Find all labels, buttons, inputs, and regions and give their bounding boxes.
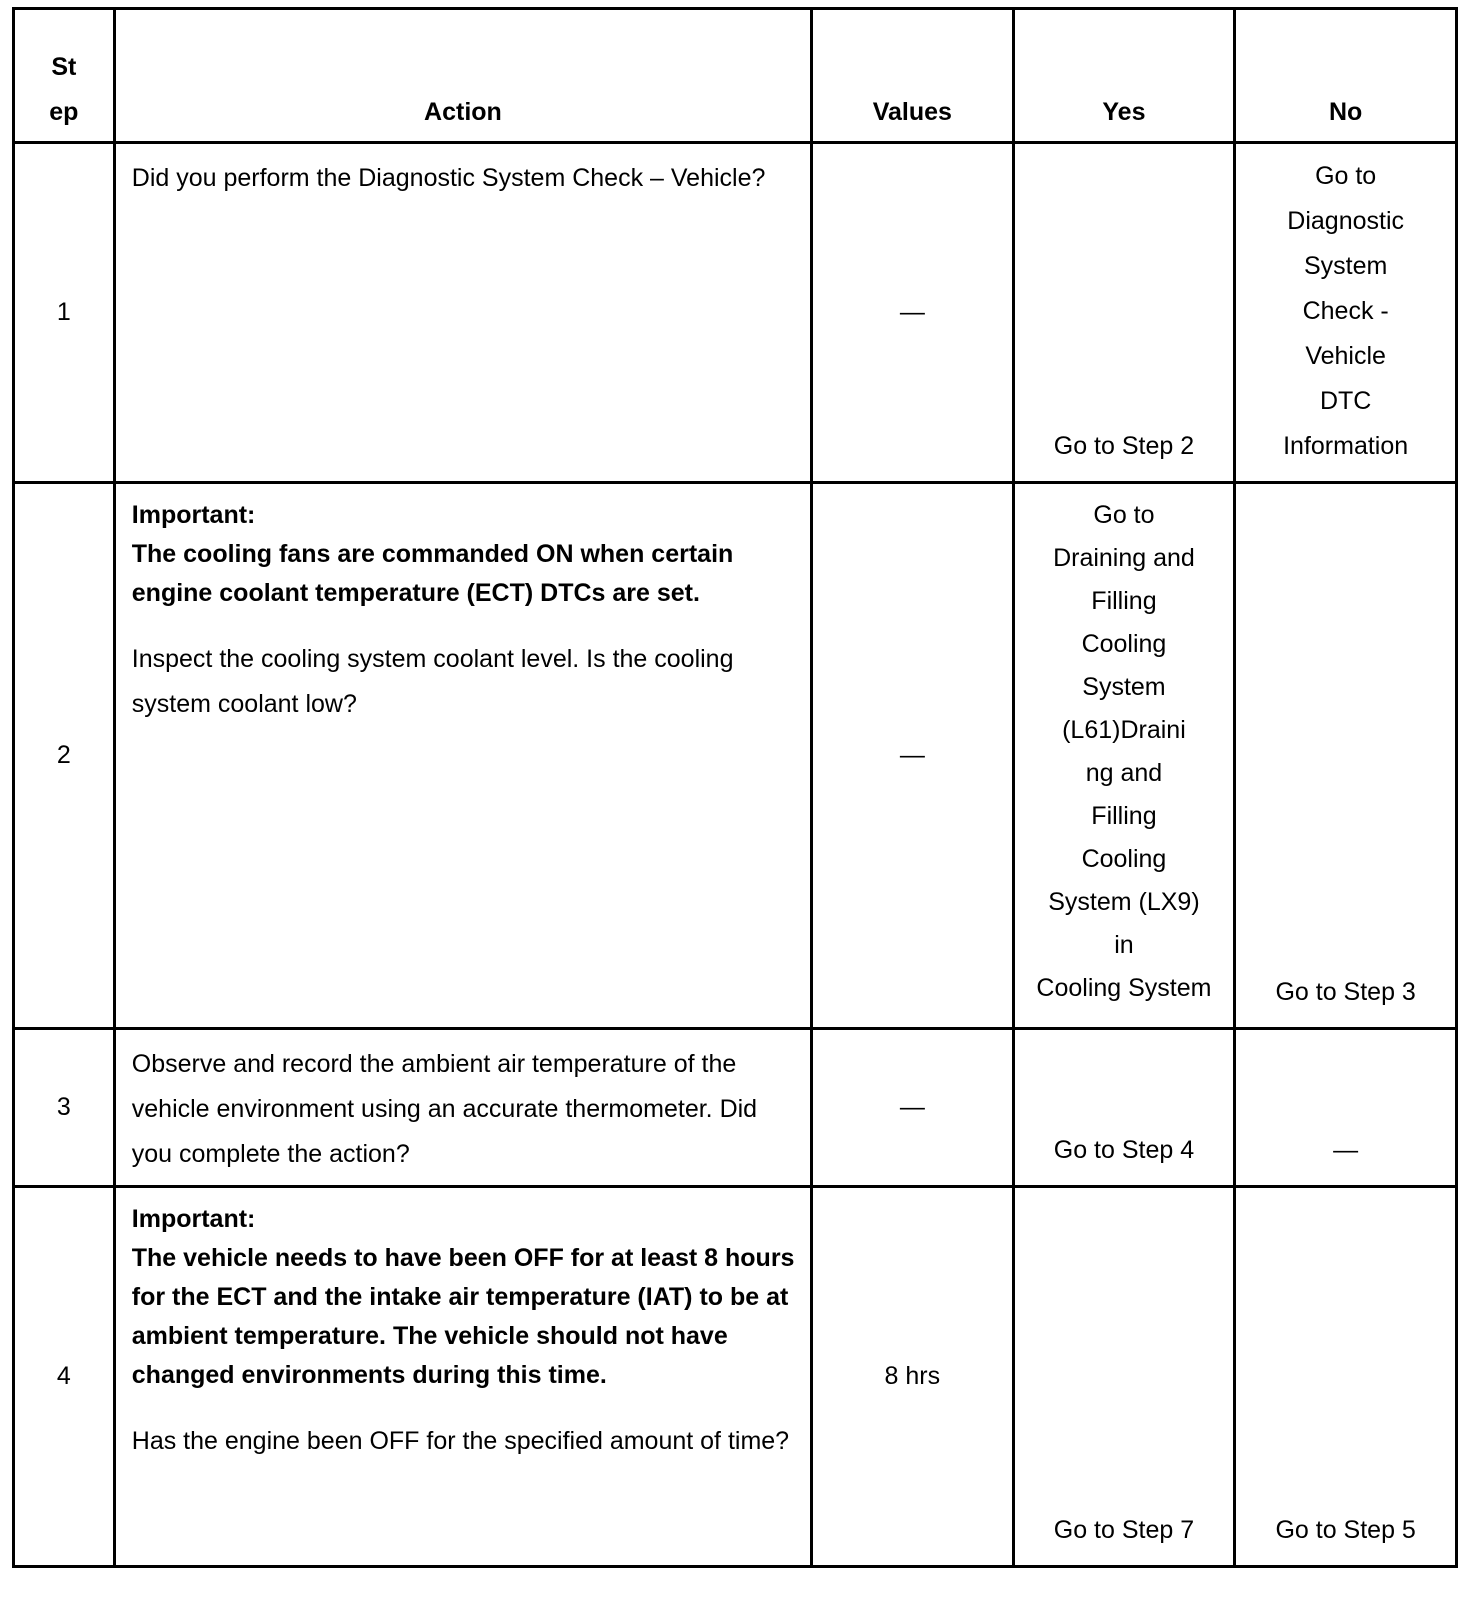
- important-note: [132, 496, 796, 613]
- action-text: Did you perform the Diagnostic System Check – Vehicle?: [131, 164, 766, 192]
- yes-line: Filling: [1091, 587, 1157, 615]
- yes-cell: Go to Step 2: [1013, 143, 1235, 483]
- diagnostic-table: [12, 7, 1458, 1568]
- yes-line: ng and: [1085, 759, 1163, 787]
- action-cell: [114, 1187, 811, 1567]
- yes-cell: [1013, 483, 1235, 1029]
- header-no: No: [1235, 9, 1457, 143]
- values-cell: —: [812, 1029, 1014, 1187]
- step-number: 2: [14, 483, 115, 1029]
- step-number: 4: [14, 1187, 115, 1567]
- yes-line: Cooling: [1081, 630, 1167, 658]
- action-cell: [114, 143, 811, 483]
- no-line: Check -: [1302, 297, 1389, 325]
- header-row: [14, 9, 1457, 143]
- yes-line: Cooling: [1081, 845, 1167, 873]
- header-yes: Yes: [1013, 9, 1235, 143]
- important-note: [132, 1200, 796, 1395]
- no-line: System: [1303, 252, 1388, 280]
- values-cell: 8 hrs: [812, 1187, 1014, 1567]
- yes-line: System (LX9): [1048, 888, 1200, 916]
- header-step: St ep: [14, 9, 115, 143]
- action-text: Observe and record the ambient air temperature of the vehicle environment using an accurate thermometer. Did you complete the action?: [131, 1050, 758, 1168]
- yes-line: (L61)Draini: [1062, 716, 1186, 744]
- no-line: Go to: [1315, 162, 1377, 190]
- header-action: Action: [114, 9, 811, 143]
- no-line: Vehicle: [1305, 342, 1386, 370]
- table-row: [14, 1029, 1457, 1187]
- yes-line: System: [1082, 673, 1166, 701]
- yes-line: in: [1114, 931, 1134, 959]
- values-cell: —: [812, 143, 1014, 483]
- important-label: Important:: [131, 1205, 256, 1233]
- no-cell: —: [1235, 1029, 1457, 1187]
- no-line: Diagnostic: [1287, 207, 1405, 235]
- table-row: [14, 1187, 1457, 1567]
- important-text: The vehicle needs to have been OFF for at least 8 hours for the ECT and the intake air temperature (IAT) to be at ambient temperature. The vehicle should not have changed environments during this time.: [131, 1244, 795, 1389]
- yes-line: Draining and: [1053, 544, 1195, 572]
- yes-line: Filling: [1091, 802, 1157, 830]
- important-label: Important:: [131, 501, 256, 529]
- no-line: Information: [1283, 432, 1409, 460]
- header-values: Values: [812, 9, 1014, 143]
- yes-cell: Go to Step 4: [1013, 1029, 1235, 1187]
- action-text: Inspect the cooling system coolant level. Is the cooling system coolant low?: [131, 645, 734, 718]
- step-number: 3: [14, 1029, 115, 1187]
- action-cell: [114, 1029, 811, 1187]
- action-cell: [114, 483, 811, 1029]
- no-cell: Go to Step 3: [1235, 483, 1457, 1029]
- table-row: [14, 143, 1457, 483]
- yes-line: Cooling System: [1036, 974, 1212, 1002]
- yes-cell: Go to Step 7: [1013, 1187, 1235, 1567]
- no-cell: Go to Step 5: [1235, 1187, 1457, 1567]
- step-number: 1: [14, 143, 115, 483]
- values-cell: —: [812, 483, 1014, 1029]
- no-cell: [1235, 143, 1457, 483]
- table-row: [14, 483, 1457, 1029]
- action-text: Has the engine been OFF for the specified amount of time?: [131, 1427, 790, 1455]
- important-text: The cooling fans are commanded ON when certain engine coolant temperature (ECT) DTCs are set.: [131, 540, 734, 607]
- yes-line: Go to: [1093, 501, 1155, 529]
- no-line: DTC: [1319, 387, 1372, 415]
